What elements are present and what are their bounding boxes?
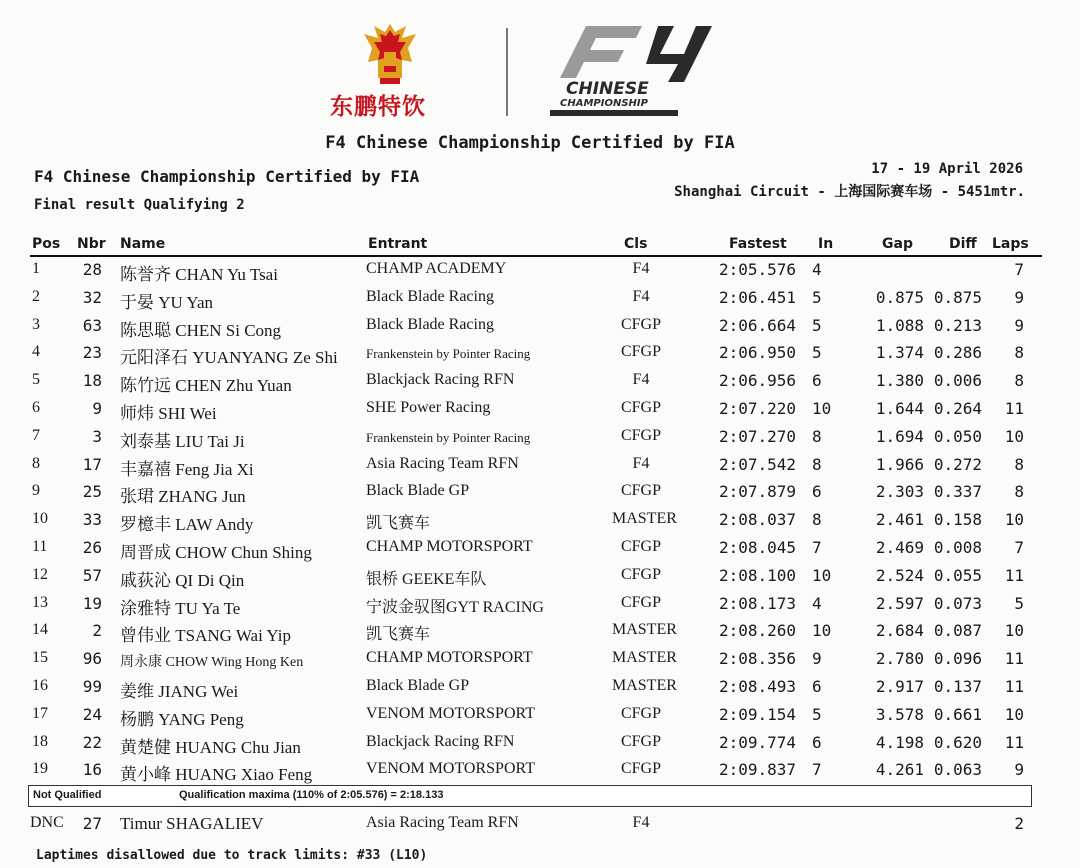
table-row [0, 451, 1080, 479]
cell-cls: CFGP [620, 704, 662, 722]
cell-nbr: 18 [82, 371, 102, 391]
cell-entrant: Blackjack Racing RFN [366, 732, 515, 750]
cell-entrant: Frankenstein by Pointer Racing [366, 346, 531, 362]
cell-laps: 10 [1004, 510, 1024, 530]
col-header-nbr: Nbr [77, 236, 106, 252]
cell-fastest: 2:06.664 [718, 315, 796, 335]
session-title: Final result Qualifying 2 [34, 197, 245, 213]
cell-in: 10 [812, 565, 832, 585]
cell-in: 10 [812, 399, 832, 418]
table-row [0, 506, 1080, 534]
cell-nbr: 3 [92, 426, 102, 446]
cell-pos: 1 [32, 260, 40, 277]
cell-nbr: 28 [82, 260, 102, 279]
cell-name: Timur SHAGALIEV [120, 814, 264, 833]
cell-pos: 17 [32, 704, 48, 722]
cell-pos: DNC [30, 814, 64, 831]
cell-cls: CFGP [620, 315, 662, 333]
cell-name: 于晏 YU Yan [120, 292, 214, 312]
dnc-row [0, 810, 1080, 838]
col-header-cls: Cls [624, 236, 648, 252]
cell-cls: F4 [632, 454, 650, 472]
cell-name: 周晋成 CHOW Chun Shing [120, 543, 312, 562]
cell-name: 黄小峰 HUANG Xiao Feng [120, 765, 313, 785]
cell-nbr: 27 [82, 814, 102, 833]
cell-nbr: 9 [92, 399, 102, 418]
cell-cls: CFGP [620, 482, 662, 500]
cell-in: 4 [812, 260, 822, 279]
cell-gap: 2.917 [875, 677, 924, 696]
cell-laps: 10 [1004, 426, 1024, 446]
cell-nbr: 23 [82, 343, 102, 363]
cell-name: 陈竹远 CHEN Zhu Yuan [120, 376, 292, 396]
event-dates: 17 - 19 April 2026 [871, 161, 1023, 177]
cell-gap: 2.469 [875, 538, 924, 557]
cell-diff: 0.286 [933, 343, 982, 363]
cell-entrant: Asia Racing Team RFN [366, 454, 519, 472]
cell-entrant: VENOM MOTORSPORT [366, 760, 535, 778]
cell-fastest: 2:06.451 [718, 287, 796, 307]
cell-entrant: Black Blade GP [366, 482, 470, 500]
venue-suffix: - 5451mtr. [932, 184, 1025, 200]
f4-chinese-championship-logo-icon [546, 22, 722, 120]
col-header-laps: Laps [992, 236, 1029, 252]
table-row [0, 423, 1080, 451]
cell-entrant: 宁波金驭图GYT RACING [366, 598, 544, 616]
cell-cls: CFGP [620, 593, 662, 611]
cell-gap: 1.694 [875, 426, 924, 446]
cell-cls: CFGP [620, 538, 662, 555]
cell-fastest: 2:07.542 [718, 454, 796, 474]
cell-in: 5 [812, 315, 822, 335]
table-row [0, 367, 1080, 395]
cell-pos: 14 [32, 621, 48, 639]
cell-laps: 11 [1004, 565, 1024, 585]
cell-gap: 1.088 [875, 315, 924, 335]
cell-entrant: VENOM MOTORSPORT [366, 704, 535, 722]
table-row [0, 562, 1080, 590]
cell-cls: MASTER [612, 621, 677, 639]
cell-name: 戚荻沁 QI Di Qin [120, 570, 245, 590]
col-header-pos: Pos [32, 236, 61, 252]
venue-cn: 上海国际赛车场 [834, 184, 933, 200]
cell-gap: 2.303 [875, 482, 924, 502]
cell-fastest: 2:07.879 [718, 482, 796, 502]
table-row [0, 256, 1080, 284]
cell-pos: 13 [32, 593, 48, 611]
cell-cls: CFGP [620, 760, 662, 778]
cell-laps: 5 [1014, 593, 1024, 613]
cell-entrant: 凯飞赛车 [366, 626, 431, 644]
cell-laps: 11 [1004, 399, 1024, 418]
cell-name: 师炜 SHI Wei [120, 404, 217, 423]
cell-nbr: 19 [82, 593, 102, 613]
cell-cls: CFGP [620, 343, 662, 361]
cell-cls: F4 [632, 260, 650, 277]
table-row [0, 756, 1080, 784]
venue-prefix: Shanghai Circuit - [674, 184, 835, 200]
cell-fastest: 2:07.270 [718, 426, 796, 446]
table-row [0, 312, 1080, 340]
cell-in: 7 [812, 760, 822, 780]
track-limits-footnote: Laptimes disallowed due to track limits: #33 (L10) [36, 848, 428, 863]
cell-nbr: 2 [92, 621, 102, 641]
cell-diff: 0.875 [933, 287, 982, 307]
table-row [0, 590, 1080, 618]
table-row [0, 534, 1080, 562]
cell-name: 陈誉齐 CHAN Yu Tsai [120, 265, 278, 284]
logo-word-chinese: CHINESE [566, 79, 649, 99]
table-row [0, 701, 1080, 729]
qualification-maxima-note: Qualification maxima (110% of 2:05.576) = 2:18.133 [179, 789, 444, 801]
cell-in: 9 [812, 649, 822, 669]
cell-diff: 0.213 [933, 315, 982, 335]
cell-pos: 11 [32, 538, 48, 555]
cell-gap: 1.380 [875, 371, 924, 391]
logo-area [0, 0, 1080, 125]
cell-name: 元阳泽石 YUANYANG Ze Shi [120, 348, 338, 368]
cell-entrant: SHE Power Racing [366, 399, 491, 416]
cell-name: 周永康 CHOW Wing Hong Ken [120, 655, 304, 671]
cell-gap: 4.198 [875, 732, 924, 752]
cell-fastest: 2:06.950 [718, 343, 796, 363]
cell-pos: 18 [32, 732, 48, 750]
cell-laps: 9 [1014, 287, 1024, 307]
cell-name: 刘泰基 LIU Tai Ji [120, 431, 245, 451]
table-row [0, 478, 1080, 506]
cell-cls: CFGP [620, 399, 662, 416]
cell-diff: 0.006 [933, 371, 982, 391]
cell-laps: 8 [1014, 454, 1024, 474]
cell-gap: 1.374 [875, 343, 924, 363]
cell-diff: 0.137 [933, 677, 982, 696]
cell-fastest: 2:08.260 [718, 621, 796, 641]
cell-laps: 10 [1004, 704, 1024, 724]
cell-name: 丰嘉禧 Feng Jia Xi [120, 459, 254, 479]
cell-pos: 5 [32, 371, 40, 389]
cell-nbr: 63 [82, 315, 102, 335]
cell-nbr: 22 [82, 732, 102, 752]
cell-laps: 9 [1014, 760, 1024, 780]
cell-in: 4 [812, 593, 822, 613]
cell-cls: MASTER [612, 649, 677, 667]
cell-diff: 0.272 [933, 454, 982, 474]
cell-diff: 0.620 [933, 732, 982, 752]
cell-fastest: 2:08.045 [718, 538, 796, 557]
cell-in: 8 [812, 510, 822, 530]
logo-divider [506, 28, 508, 116]
cell-laps: 11 [1004, 649, 1024, 669]
page-title: F4 Chinese Championship Certified by FIA [325, 133, 735, 153]
cell-pos: 15 [32, 649, 48, 667]
col-header-name: Name [120, 236, 166, 252]
logo-word-championship: CHAMPIONSHIP [560, 98, 648, 109]
col-header-in: In [818, 236, 834, 252]
cell-laps: 8 [1014, 482, 1024, 502]
cell-gap: 1.966 [875, 454, 924, 474]
cell-laps: 9 [1014, 315, 1024, 335]
cell-pos: 19 [32, 760, 48, 778]
cell-fastest: 2:08.037 [718, 510, 796, 530]
cell-in: 6 [812, 371, 822, 391]
cell-name: 黄楚健 HUANG Chu Jian [120, 737, 301, 757]
cell-cls: F4 [632, 371, 650, 389]
cell-nbr: 99 [82, 677, 102, 696]
cell-name: 陈思聪 CHEN Si Cong [120, 320, 282, 340]
cell-diff: 0.050 [933, 426, 982, 446]
cell-laps: 10 [1004, 621, 1024, 641]
cell-in: 8 [812, 426, 822, 446]
cell-gap: 2.524 [875, 565, 924, 585]
cell-laps: 7 [1014, 538, 1024, 557]
cell-pos: 6 [32, 399, 40, 416]
cell-name: 杨鹏 YANG Peng [120, 709, 244, 729]
cell-name: 姜维 JIANG Wei [120, 682, 239, 701]
cell-entrant: Black Blade GP [366, 677, 470, 694]
cell-gap: 2.597 [875, 593, 924, 613]
cell-laps: 8 [1014, 343, 1024, 363]
cell-diff: 0.073 [933, 593, 982, 613]
cell-cls: MASTER [612, 677, 677, 694]
cell-pos: 2 [32, 287, 40, 305]
cell-fastest: 2:05.576 [718, 260, 796, 279]
cell-in: 7 [812, 538, 822, 557]
cell-in: 10 [812, 621, 832, 641]
cell-entrant: CHAMP MOTORSPORT [366, 649, 533, 667]
table-row [0, 395, 1080, 423]
cell-pos: 12 [32, 565, 48, 583]
cell-diff: 0.063 [933, 760, 982, 780]
table-row [0, 617, 1080, 645]
cell-diff: 0.087 [933, 621, 982, 641]
col-header-fastest: Fastest [729, 236, 787, 252]
cell-pos: 10 [32, 510, 48, 528]
cell-cls: CFGP [620, 732, 662, 750]
cell-pos: 3 [32, 315, 40, 333]
cell-nbr: 25 [82, 482, 102, 502]
cell-cls: F4 [632, 287, 650, 305]
cell-entrant: CHAMP ACADEMY [366, 260, 507, 277]
cell-fastest: 2:09.837 [718, 760, 796, 780]
cell-nbr: 16 [82, 760, 102, 780]
cell-fastest: 2:08.493 [718, 677, 796, 696]
cell-gap: 0.875 [875, 287, 924, 307]
cell-gap: 2.461 [875, 510, 924, 530]
cell-gap: 2.684 [875, 621, 924, 641]
cell-name: 张珺 ZHANG Jun [120, 487, 246, 507]
cell-in: 6 [812, 732, 822, 752]
cell-in: 8 [812, 454, 822, 474]
table-row [0, 729, 1080, 757]
cell-cls: MASTER [612, 510, 677, 528]
cell-fastest: 2:09.154 [718, 704, 796, 724]
cell-pos: 8 [32, 454, 40, 472]
sponsor-name: 东鹏特饮 [330, 94, 426, 120]
cell-cls: CFGP [620, 426, 662, 444]
cell-in: 6 [812, 482, 822, 502]
cell-entrant: Black Blade Racing [366, 287, 494, 305]
col-header-entrant: Entrant [368, 236, 428, 252]
cell-pos: 7 [32, 426, 40, 444]
table-row [0, 284, 1080, 312]
cell-fastest: 2:09.774 [718, 732, 796, 752]
cell-entrant: CHAMP MOTORSPORT [366, 538, 533, 555]
dongpeng-eagle-logo-icon [362, 22, 418, 88]
cell-gap: 4.261 [875, 760, 924, 780]
cell-gap: 3.578 [875, 704, 924, 724]
cell-nbr: 17 [82, 454, 102, 474]
cell-diff: 0.264 [933, 399, 982, 418]
cell-laps: 7 [1014, 260, 1024, 279]
cell-entrant: Frankenstein by Pointer Racing [366, 429, 531, 445]
cell-nbr: 33 [82, 510, 102, 530]
cell-name: 曾伟业 TSANG Wai Yip [120, 626, 291, 646]
cell-nbr: 26 [82, 538, 102, 557]
not-qualified-label: Not Qualified [33, 789, 102, 801]
cell-nbr: 32 [82, 287, 102, 307]
col-header-diff: Diff [949, 236, 977, 252]
cell-diff: 0.008 [933, 538, 982, 557]
cell-entrant: Black Blade Racing [366, 315, 494, 333]
cell-in: 5 [812, 287, 822, 307]
cell-pos: 4 [32, 343, 40, 361]
table-row [0, 645, 1080, 673]
cell-cls: CFGP [620, 565, 662, 583]
cell-laps: 11 [1004, 677, 1024, 696]
cell-in: 6 [812, 677, 822, 696]
cell-laps: 2 [1014, 814, 1024, 833]
cell-diff: 0.337 [933, 482, 982, 502]
table-row [0, 673, 1080, 701]
cell-fastest: 2:08.173 [718, 593, 796, 613]
cell-in: 5 [812, 704, 822, 724]
championship-title: F4 Chinese Championship Certified by FIA [34, 167, 420, 186]
cell-diff: 0.096 [933, 649, 982, 669]
cell-nbr: 24 [82, 704, 102, 724]
event-venue [674, 181, 1025, 201]
cell-nbr: 96 [82, 649, 102, 669]
cell-diff: 0.661 [933, 704, 982, 724]
cell-laps: 11 [1004, 732, 1024, 752]
cell-fastest: 2:06.956 [718, 371, 796, 391]
cell-diff: 0.055 [933, 565, 982, 585]
table-row [0, 339, 1080, 367]
cell-name: 罗檍丰 LAW Andy [120, 515, 254, 535]
cell-fastest: 2:07.220 [718, 399, 796, 418]
cell-laps: 8 [1014, 371, 1024, 391]
cell-nbr: 57 [82, 565, 102, 585]
cell-gap: 1.644 [875, 399, 924, 418]
cell-in: 5 [812, 343, 822, 363]
col-header-gap: Gap [882, 236, 913, 252]
cell-entrant: Asia Racing Team RFN [366, 814, 519, 831]
cell-cls: F4 [632, 814, 650, 831]
cell-pos: 9 [32, 482, 40, 500]
cell-entrant: 凯飞赛车 [366, 515, 431, 533]
cell-gap: 2.780 [875, 649, 924, 669]
cell-entrant: Blackjack Racing RFN [366, 371, 515, 389]
not-qualified-box [28, 785, 1032, 807]
cell-pos: 16 [32, 677, 48, 694]
cell-entrant: 银桥 GEEKE车队 [366, 570, 487, 588]
cell-name: 涂雅特 TU Ya Te [120, 598, 241, 618]
cell-fastest: 2:08.356 [718, 649, 796, 669]
cell-diff: 0.158 [933, 510, 982, 530]
cell-fastest: 2:08.100 [718, 565, 796, 585]
